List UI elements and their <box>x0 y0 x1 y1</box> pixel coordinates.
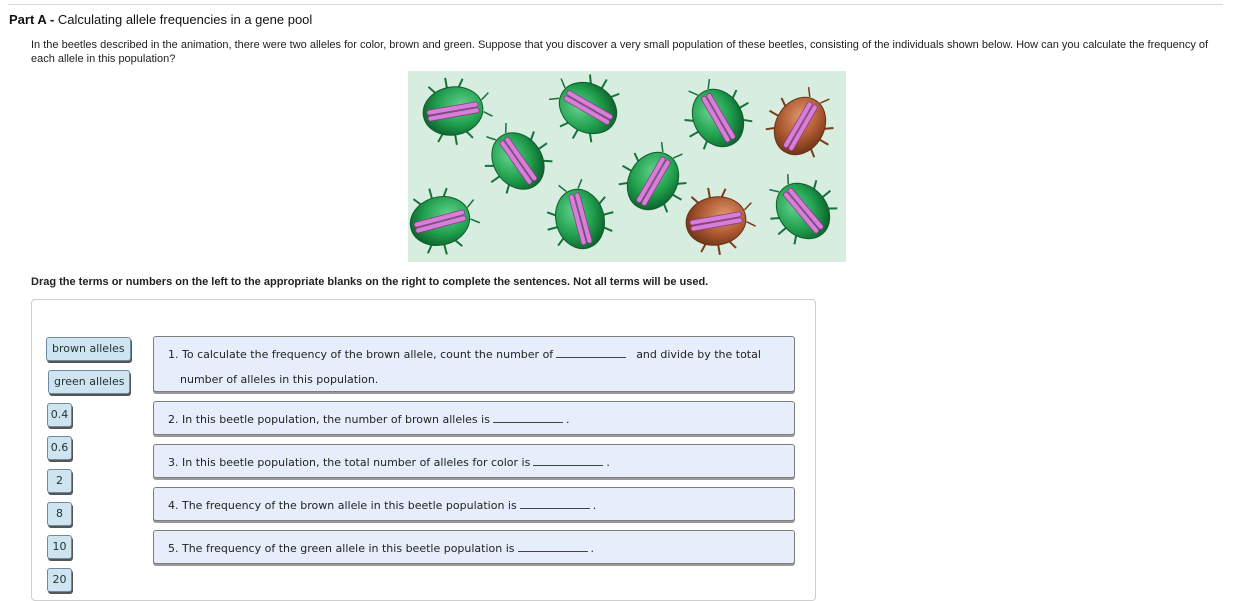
green-beetle <box>537 173 620 256</box>
term-0-6[interactable]: 0.6 <box>47 436 72 460</box>
green-beetle <box>538 71 631 152</box>
sentence-2-text: 2. In this beetle population, the number of brown alleles is <box>168 413 490 426</box>
sentence-1-text-after: and divide by the total <box>636 348 761 361</box>
term-green-alleles[interactable]: green alleles <box>48 370 130 394</box>
term-8[interactable]: 8 <box>47 502 72 526</box>
green-beetle <box>418 71 497 150</box>
sentence-2 <box>153 401 795 435</box>
sentence-4-line <box>168 498 596 512</box>
brown-beetle <box>756 76 846 169</box>
sentence-3-line <box>168 455 610 469</box>
green-beetle <box>408 178 486 261</box>
term-20[interactable]: 20 <box>47 568 72 592</box>
sentence-5 <box>153 530 795 564</box>
sentence-5-blank[interactable] <box>518 541 588 552</box>
sentence-2-blank[interactable] <box>493 412 563 423</box>
sentence-1-line-1 <box>168 347 761 361</box>
green-beetle <box>609 131 702 224</box>
part-heading <box>9 12 312 27</box>
term-0-4[interactable]: 0.4 <box>47 403 72 427</box>
sentence-5-line <box>168 541 594 555</box>
sentence-3-text: 3. In this beetle population, the total number of alleles for color is <box>168 456 531 469</box>
sentence-4 <box>153 487 795 521</box>
sentence-1-blank[interactable] <box>556 347 626 358</box>
sentence-5-text: 5. The frequency of the green allele in this beetle population is <box>168 542 515 555</box>
beetle-illustration <box>408 71 846 262</box>
brown-beetle <box>681 181 760 260</box>
sentence-2-line <box>168 412 569 426</box>
intro-text: In the beetles described in the animation, there were two alleles for color, brown and green. Suppose that you discover a very small population of these beetles, consisting of the individuals shown below. How can you calculate the frequency of each allele in this population? <box>31 39 1209 65</box>
beetle-population-figure <box>408 71 846 262</box>
sentence-4-blank[interactable] <box>520 498 590 509</box>
green-beetle <box>468 110 563 205</box>
term-brown-alleles[interactable]: brown alleles <box>46 337 131 361</box>
sentence-4-period: . <box>592 499 597 512</box>
part-label: Part A <box>9 12 47 27</box>
part-title: Calculating allele frequencies in a gene pool <box>57 12 313 27</box>
sentence-5-period: . <box>590 542 595 555</box>
term-10[interactable]: 10 <box>47 535 72 559</box>
sentence-3-period: . <box>606 456 610 469</box>
sentence-1-text: 1. To calculate the frequency of the brown allele, count the number of <box>168 348 554 361</box>
top-divider <box>8 4 1223 5</box>
green-beetle <box>670 71 763 161</box>
sentence-1-line-2: number of alleles in this population. <box>180 373 379 386</box>
sentence-4-text: 4. The frequency of the brown allele in this beetle population is <box>168 499 517 512</box>
sentence-3 <box>153 444 795 478</box>
sentence-3-blank[interactable] <box>533 455 603 466</box>
sentence-1 <box>153 336 795 392</box>
term-2[interactable]: 2 <box>47 469 72 493</box>
sentence-2-period: . <box>565 413 570 426</box>
instructions: Drag the terms or numbers on the left to the appropriate blanks on the right to complete the sentences. Not all terms will be used. <box>31 276 709 288</box>
part-separator: - <box>46 12 58 27</box>
green-beetle <box>753 160 846 256</box>
